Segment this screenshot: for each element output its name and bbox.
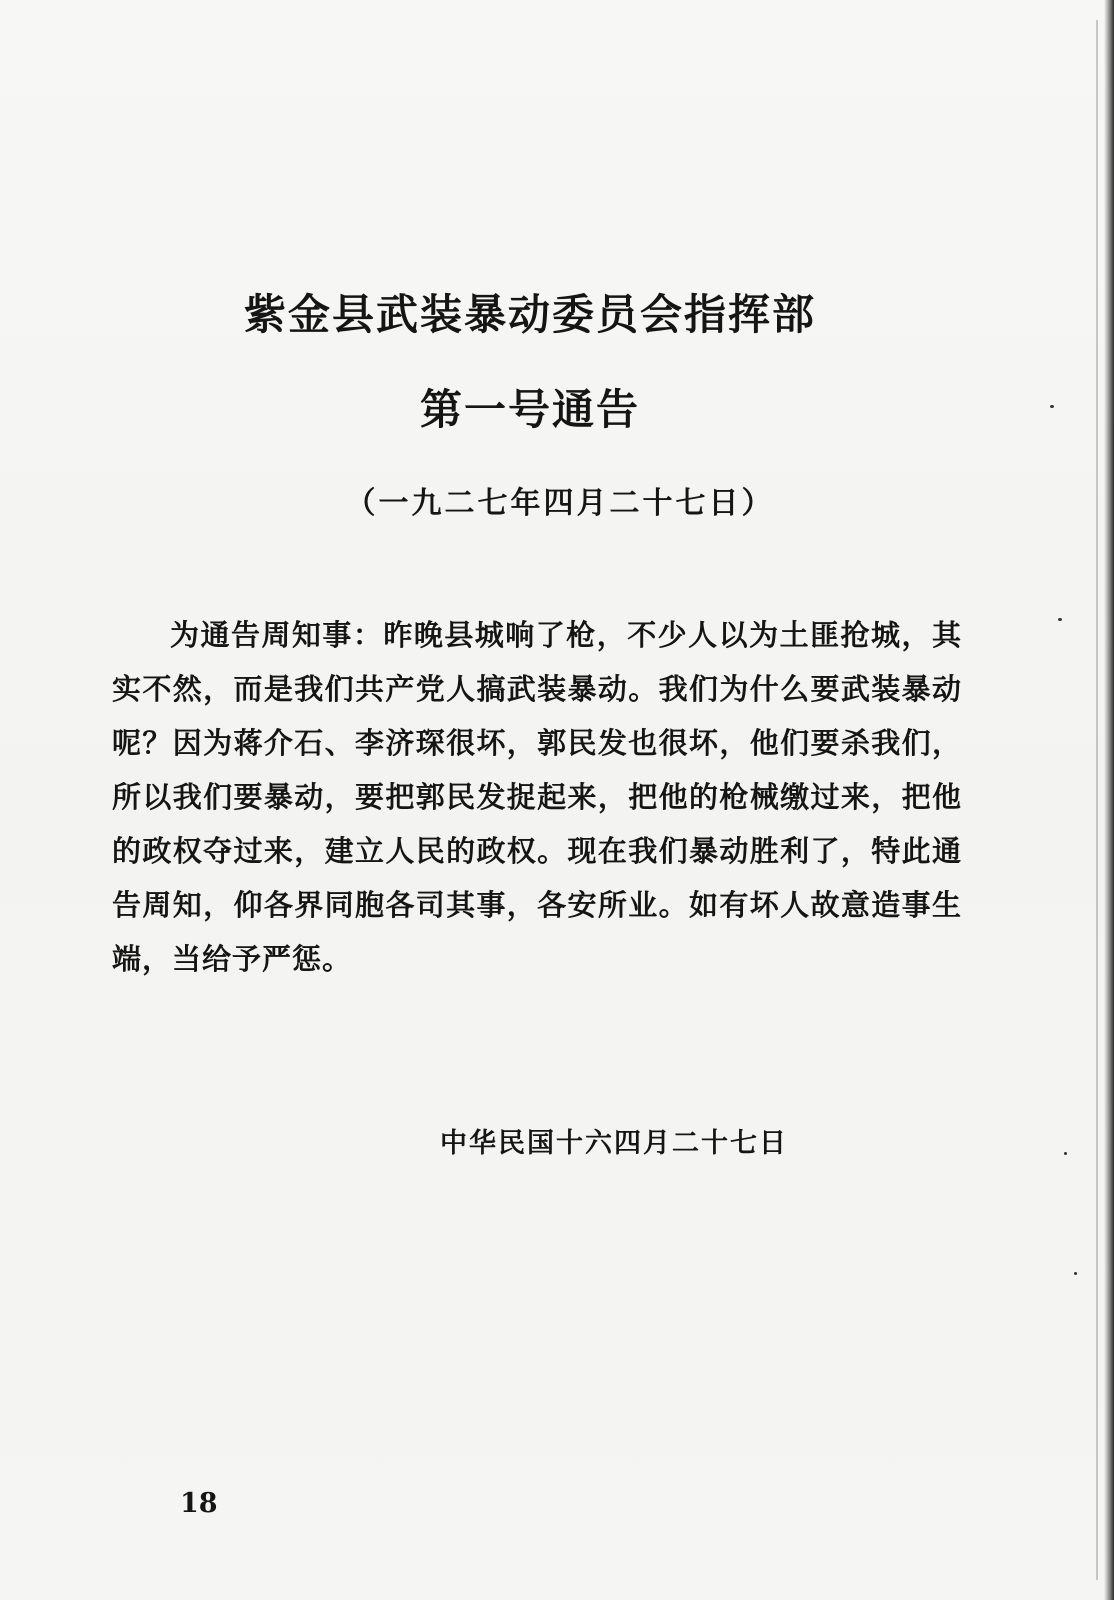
speck (1064, 1152, 1067, 1155)
speck (1058, 618, 1062, 621)
page-number: 18 (180, 1488, 218, 1519)
notice-title: 紫金县武装暴动委员会指挥部 (243, 290, 816, 339)
notice-body: 为通告周知事：昨晚县城响了枪，不少人以为土匪抢城，其实不然，而是我们共产党人搞武装暴动。我们为什么要武装暴动呢？因为蒋介石、李济琛很坏，郭民发也很坏，他们要杀我们，所以我们要暴动，要把郭民发捉起来，把他的枪械缴过来，把他的政权夺过来，建立人民的政权。现在我们暴动胜利了，特此通告周知，仰各界同胞各司其事，各安所业。如有坏人故意造事生端，当给予严惩。 (112, 618, 962, 976)
notice-date: （一九二七年四月二十七日） (345, 486, 775, 521)
speck (1074, 1272, 1077, 1275)
page-edge-shadow (1104, 0, 1114, 1600)
closing-date: 中华民国十六四月二十七日 (440, 1128, 788, 1159)
notice-subtitle: 第一号通告 (419, 385, 640, 434)
page-edge-line (1096, 20, 1098, 1580)
